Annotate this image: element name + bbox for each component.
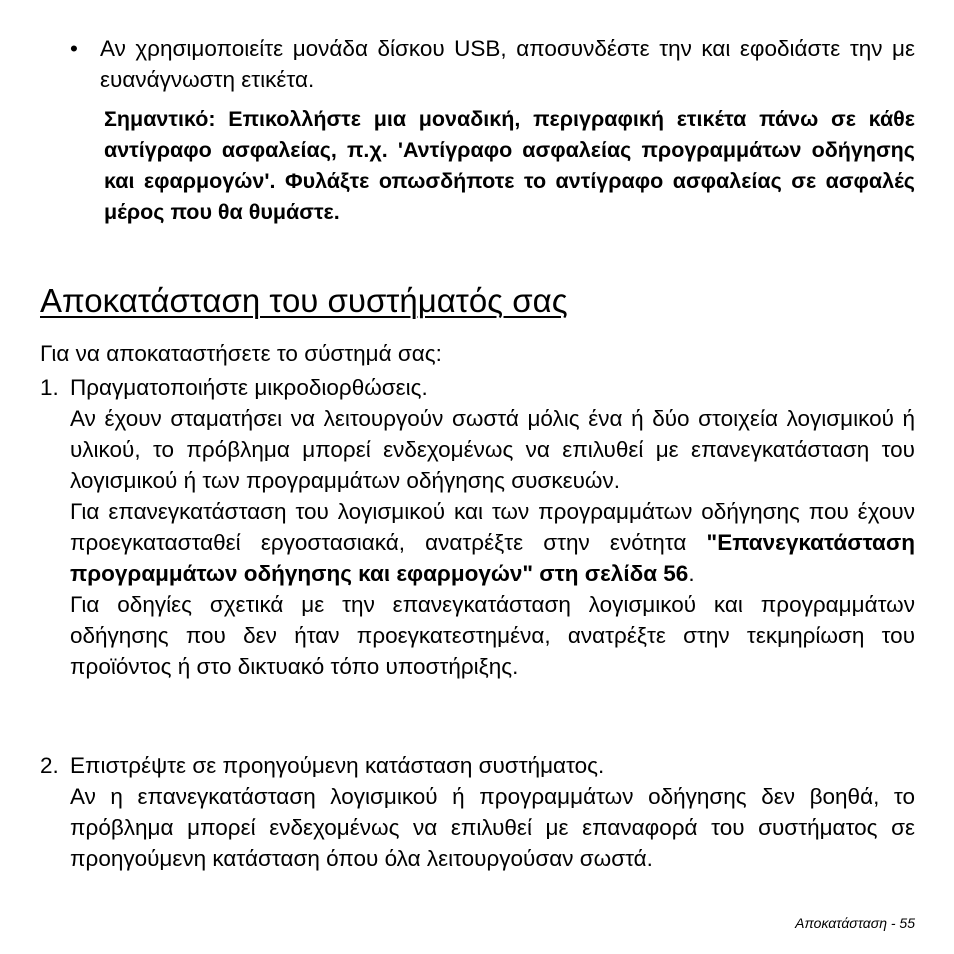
footer-page-number: 55 xyxy=(899,915,915,931)
step-1-paragraph-3: Για οδηγίες σχετικά με την επανεγκατάσταση λογισμικού και προγραμμάτων οδήγησης που δεν ήταν προεγκατεστημένα, ανατρέξτε στην τεκμηρίωση του προϊόντος ή στο δικτυακό τόπο υποστήριξης. xyxy=(70,592,915,679)
step-1-number: 1. xyxy=(40,375,59,400)
bullet-text: Αν χρησιμοποιείτε μονάδα δίσκου USB, αποσυνδέστε την και εφοδιάστε την με ευανάγνωστη ετικέτα. xyxy=(100,36,915,92)
step-2-number: 2. xyxy=(40,753,59,778)
bullet-icon: • xyxy=(70,36,78,61)
step-2-title-text: Επιστρέψτε σε προηγούμενη κατάσταση συστήματος. xyxy=(70,753,605,778)
page-footer xyxy=(795,915,915,931)
bullet-item-usb xyxy=(70,33,915,95)
section-heading: Αποκατάσταση του συστήματός σας xyxy=(40,282,568,319)
important-note: Σημαντικό: Επικολλήστε μια μοναδική, περιγραφική ετικέτα πάνω σε κάθε αντίγραφο ασφαλείας, π.χ. 'Αντίγραφο ασφαλείας προγραμμάτων οδήγησης και εφαρμογών'. Φυλάξτε οπωσδήποτε το αντίγραφο ασφαλείας σε ασφαλές μέρος που θα θυμάστε. xyxy=(104,107,915,224)
step-2-paragraph-1: Αν η επανεγκατάσταση λογισμικού ή προγραμμάτων οδήγησης δεν βοηθά, το πρόβλημα μπορεί ενδεχομένως να επιλυθεί με επαναφορά του συστήματος σε προηγούμενη κατάσταση όπου όλα λειτουργούσαν σωστά. xyxy=(70,784,915,871)
step-1-paragraph-2-suffix: . xyxy=(688,561,695,586)
step-1-paragraph-2 xyxy=(70,496,915,589)
footer-section-name: Αποκατάσταση - xyxy=(795,915,896,931)
step-2-title xyxy=(40,750,915,781)
intro-text: Για να αποκαταστήσετε το σύστημά σας: xyxy=(40,341,442,366)
step-1-paragraph-1: Αν έχουν σταματήσει να λειτουργούν σωστά μόλις ένα ή δύο στοιχεία λογισμικού ή υλικού, το πρόβλημα μπορεί ενδεχομένως να επιλυθεί με επανεγκατάσταση του λογισμικού ή των προγραμμάτων οδήγησης συσκευών. xyxy=(70,406,915,493)
cross-reference-link[interactable]: "Επανεγκατάσταση προγραμμάτων οδήγησης και εφαρμογών" στη σελίδα 56 xyxy=(70,530,915,586)
step-1-title-text: Πραγματοποιήστε μικροδιορθώσεις. xyxy=(70,375,428,400)
step-1-title xyxy=(40,372,915,403)
step-2-body xyxy=(70,781,915,874)
step-1-paragraph-2-prefix: Για επανεγκατάσταση του λογισμικού και των προγραμμάτων οδήγησης που έχουν προεγκατασταθεί εργοστασιακά, ανατρέξτε στην ενότητα xyxy=(70,499,915,555)
step-1-body xyxy=(70,403,915,682)
